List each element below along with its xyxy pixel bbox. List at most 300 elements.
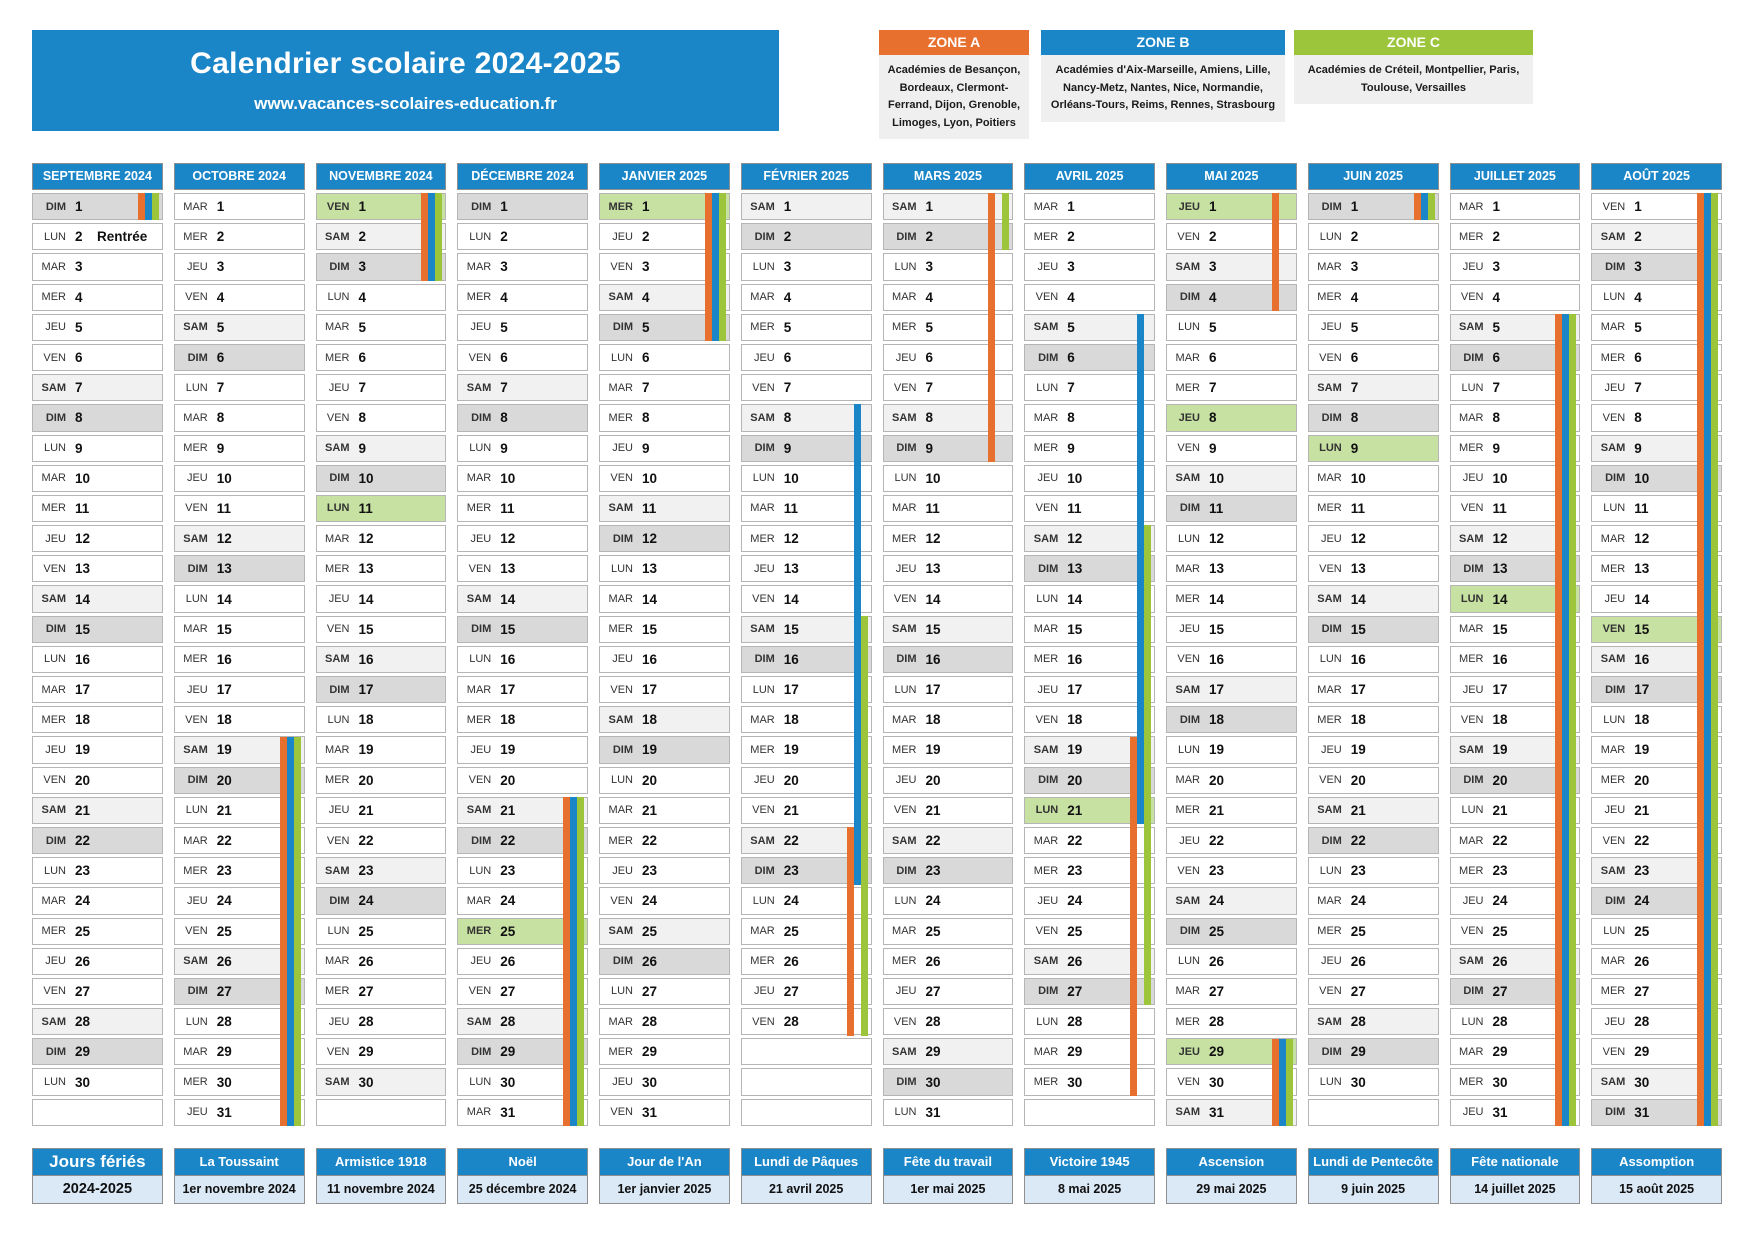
day-number: 25 [1209,923,1225,939]
day-cell [457,314,588,341]
day-cell [883,736,1014,763]
day-number: 1 [500,199,508,215]
holiday-date: 25 décembre 2024 [457,1176,588,1204]
day-number: 6 [358,350,367,366]
day-abbrev: MER [892,321,917,334]
day-number: 8 [1634,410,1642,426]
day-abbrev: JEU [753,985,775,998]
day-abbrev: MAR [750,925,775,938]
day-cell [599,918,730,945]
day-abbrev: DIM [1605,472,1626,485]
day-abbrev: JEU [1462,1106,1484,1119]
day-abbrev: DIM [45,411,66,424]
day-number: 13 [75,561,91,577]
month-header: SEPTEMBRE 2024 [32,163,163,190]
day-abbrev: DIM [612,743,633,756]
day-cell [32,978,163,1005]
day-number: 4 [500,289,508,305]
day-cell [32,736,163,763]
day-number: 16 [1067,651,1083,667]
day-number: 5 [783,319,792,335]
day-abbrev: VEN [1177,864,1200,877]
vacation-stripe-zone-b [1421,193,1428,220]
day-abbrev: MAR [1317,472,1342,485]
day-number: 30 [1350,1074,1366,1090]
holiday-date: 1er novembre 2024 [174,1176,305,1204]
day-abbrev: LUN [1461,381,1484,394]
day-cell [1308,314,1439,341]
day-abbrev: VEN [610,260,633,273]
vacation-stripe-zone-a [1130,737,1137,1096]
vacation-stripe-zone-c [435,193,442,281]
day-abbrev: SAM [892,200,917,213]
day-number: 21 [358,802,374,818]
vacation-stripe-zone-a [280,737,287,1127]
day-cell [32,827,163,854]
day-abbrev: DIM [1038,562,1059,575]
day-abbrev: SAM [1600,864,1626,877]
day-number: 30 [1209,1074,1225,1090]
holiday-cell [1450,1148,1581,1204]
day-number: 22 [1067,833,1083,849]
day-abbrev: LUN [752,683,775,696]
day-number: 11 [642,500,657,516]
day-abbrev: MAR [750,291,775,304]
day-cell [316,404,447,431]
day-cell [599,736,730,763]
day-cell [457,555,588,582]
day-abbrev: MAR [1175,985,1200,998]
vacation-stripe-zone-a [1414,193,1421,220]
day-number: 10 [75,470,91,486]
day-number: 22 [1492,833,1508,849]
day-cell [174,284,305,311]
day-abbrev: MER [183,442,208,455]
day-abbrev: VEN [893,381,917,394]
day-abbrev: VEN [1035,925,1059,938]
day-abbrev: JEU [328,1015,350,1028]
holiday-name: Armistice 1918 [316,1148,447,1176]
day-number: 7 [1350,380,1359,396]
day-abbrev: LUN [185,1015,208,1028]
day-number: 7 [783,380,792,396]
month-header: FÉVRIER 2025 [741,163,872,190]
day-number: 12 [642,531,658,547]
day-number: 21 [75,802,91,818]
day-abbrev: VEN [752,593,775,606]
day-number: 24 [216,893,232,909]
day-cell [741,616,872,643]
day-abbrev: SAM [1600,230,1626,243]
day-number: 29 [642,1044,658,1060]
day-abbrev: SAM [325,653,350,666]
day-cell [32,948,163,975]
day-number: 9 [1350,440,1359,456]
day-number: 30 [1634,1074,1650,1090]
day-number: 3 [500,259,508,275]
day-abbrev: DIM [1463,351,1484,364]
day-abbrev: MAR [183,200,208,213]
day-abbrev: LUN [1603,713,1626,726]
holiday-name: Fête nationale [1450,1148,1581,1176]
day-abbrev: VEN [326,1045,350,1058]
day-abbrev: DIM [329,472,350,485]
day-abbrev: JEU [1037,472,1059,485]
day-abbrev: VEN [1319,985,1342,998]
day-abbrev: MER [1459,230,1484,243]
day-abbrev: JEU [45,743,66,756]
day-cell [457,284,588,311]
day-abbrev: DIM [1179,925,1200,938]
day-number: 28 [500,1014,516,1030]
day-abbrev: MER [750,743,775,756]
day-abbrev: DIM [1321,623,1342,636]
day-abbrev: SAM [1317,381,1342,394]
day-cell [316,646,447,673]
day-number: 22 [783,833,799,849]
day-abbrev: MAR [466,1106,492,1119]
day-abbrev: LUN [1603,502,1626,515]
day-abbrev: SAM [183,955,208,968]
day-abbrev: MER [466,925,492,938]
day-number: 16 [75,651,91,667]
day-number: 12 [500,531,516,547]
day-number: 2 [925,229,934,245]
day-number: 27 [1067,983,1083,999]
day-abbrev: SAM [466,593,492,606]
day-abbrev: DIM [612,321,633,334]
day-number: 14 [75,591,91,607]
day-abbrev: VEN [185,291,208,304]
day-cell [599,706,730,733]
day-abbrev: JEU [1320,321,1342,334]
day-cell [741,314,872,341]
day-number: 1 [75,199,83,215]
day-cell [32,1038,163,1065]
day-cell [1024,465,1155,492]
day-cell [599,465,730,492]
day-number: 11 [925,500,940,516]
day-abbrev: MER [1175,381,1200,394]
day-abbrev: DIM [45,834,66,847]
day-abbrev: JEU [470,532,492,545]
day-cell [316,616,447,643]
day-abbrev: DIM [329,683,350,696]
day-cell [316,344,447,371]
day-cell [1308,223,1439,250]
day-cell [457,767,588,794]
day-abbrev: DIM [1605,683,1626,696]
day-abbrev: LUN [469,442,492,455]
day-number: 15 [925,621,941,637]
day-abbrev: MER [892,743,917,756]
day-number: 4 [642,289,650,305]
day-cell [32,918,163,945]
empty-cell [32,1099,163,1126]
day-abbrev: SAM [325,230,350,243]
day-cell [1024,193,1155,220]
day-number: 7 [216,380,225,396]
day-number: 11 [75,500,90,516]
day-abbrev: JEU [1178,1045,1200,1058]
day-number: 16 [1209,651,1225,667]
day-abbrev: VEN [326,834,350,847]
day-number: 19 [1634,742,1650,758]
day-number: 10 [216,470,232,486]
day-cell [1166,918,1297,945]
day-cell [1166,706,1297,733]
day-cell [32,676,163,703]
day-number: 29 [1492,1044,1508,1060]
day-number: 20 [1209,772,1225,788]
day-abbrev: JEU [186,472,208,485]
day-cell [174,646,305,673]
day-abbrev: JEU [612,230,633,243]
day-abbrev: DIM [471,834,492,847]
day-number: 14 [1209,591,1225,607]
day-cell [1308,948,1439,975]
day-abbrev: SAM [1033,743,1059,756]
day-cell [599,435,730,462]
day-cell [174,314,305,341]
day-abbrev: DIM [1321,200,1342,213]
day-abbrev: SAM [466,1015,492,1028]
holiday-date: 1er janvier 2025 [599,1176,730,1204]
day-number: 21 [1350,802,1366,818]
day-number: 16 [1492,651,1508,667]
day-abbrev: DIM [896,1076,917,1089]
day-number: 29 [1209,1044,1225,1060]
day-number: 11 [216,500,232,516]
day-cell [1166,767,1297,794]
day-abbrev: LUN [1177,955,1200,968]
day-cell [316,525,447,552]
day-abbrev: MAR [466,260,492,273]
day-abbrev: LUN [894,1106,917,1119]
day-number: 14 [1067,591,1083,607]
day-abbrev: MAR [1033,1045,1059,1058]
day-number: 15 [1634,621,1650,637]
day-abbrev: MAR [1600,321,1626,334]
day-abbrev: LUN [1177,532,1200,545]
day-number: 9 [783,440,792,456]
day-number: 8 [642,410,650,426]
day-cell [174,616,305,643]
day-cell [1308,1068,1439,1095]
day-cell [316,767,447,794]
day-abbrev: LUN [894,894,917,907]
day-number: 20 [1492,772,1508,788]
day-number: 27 [1492,983,1508,999]
day-abbrev: LUN [1461,804,1484,817]
day-abbrev: VEN [893,1015,917,1028]
day-number: 7 [500,380,508,396]
day-number: 1 [783,199,792,215]
day-cell [32,616,163,643]
day-number: 22 [358,833,374,849]
day-number: 3 [1067,259,1075,275]
zone-c-header: ZONE C [1294,30,1533,55]
day-number: 14 [642,591,658,607]
day-number: 8 [925,410,934,426]
month-header: MAI 2025 [1166,163,1297,190]
day-number: 25 [216,923,232,939]
day-number: 4 [925,289,934,305]
day-cell [599,887,730,914]
day-abbrev: JEU [1179,623,1200,636]
day-number: 18 [358,712,374,728]
day-number: 23 [1634,863,1650,879]
day-abbrev: LUN [1036,381,1059,394]
day-abbrev: VEN [326,411,350,424]
day-number: 28 [925,1014,941,1030]
day-number: 16 [642,651,658,667]
day-cell [599,585,730,612]
day-abbrev: LUN [752,260,775,273]
day-number: 20 [783,772,799,788]
day-abbrev: SAM [41,593,66,606]
day-abbrev: DIM [896,653,917,666]
day-cell [32,646,163,673]
day-abbrev: MER [750,532,775,545]
day-abbrev: SAM [1317,804,1342,817]
day-number: 7 [1067,380,1075,396]
day-cell [1308,887,1439,914]
day-abbrev: LUN [469,653,492,666]
month-column [32,163,163,1129]
day-abbrev: SAM [1033,321,1059,334]
day-number: 11 [500,500,515,516]
day-abbrev: VEN [326,200,350,213]
day-number: 23 [216,863,232,879]
day-abbrev: MAR [1600,955,1626,968]
holiday-date: 21 avril 2025 [741,1176,872,1204]
day-abbrev: MER [1459,653,1484,666]
day-abbrev: VEN [1460,925,1484,938]
day-number: 1 [216,199,225,215]
day-number: 25 [358,923,374,939]
vacation-stripe-zone-c [861,616,868,1036]
day-abbrev: MAR [41,683,66,696]
day-number: 26 [1067,953,1083,969]
day-number: 29 [925,1044,941,1060]
day-cell [1308,555,1439,582]
day-number: 5 [642,319,650,335]
day-abbrev: LUN [1036,593,1059,606]
day-cell [32,223,163,250]
day-abbrev: JEU [612,1076,633,1089]
day-number: 13 [1634,561,1650,577]
day-number: 17 [1350,682,1366,698]
day-abbrev: MAR [1317,260,1342,273]
day-abbrev: VEN [1035,502,1059,515]
rentree-note: Rentrée [97,229,148,245]
holiday-date: 9 juin 2025 [1308,1176,1439,1204]
day-abbrev: DIM [471,411,492,424]
day-abbrev: JEU [753,562,775,575]
day-cell [1024,555,1155,582]
site-url[interactable]: www.vacances-scolaires-education.fr [254,94,557,113]
day-number: 14 [783,591,799,607]
day-abbrev: VEN [1177,230,1200,243]
day-number: 25 [1067,923,1083,939]
vacation-stripe-zone-b [854,404,861,884]
day-cell [457,404,588,431]
day-cell [883,948,1014,975]
day-abbrev: MER [325,562,350,575]
day-abbrev: MER [1317,925,1342,938]
day-number: 24 [783,893,799,909]
day-cell [741,223,872,250]
day-abbrev: VEN [1177,1076,1200,1089]
day-cell [1308,465,1439,492]
day-cell [316,374,447,401]
day-number: 10 [1634,470,1650,486]
day-cell [457,223,588,250]
day-cell [1166,495,1297,522]
day-abbrev: LUN [610,351,633,364]
month-header: AOÛT 2025 [1591,163,1722,190]
day-number: 26 [358,953,374,969]
day-number: 18 [1492,712,1508,728]
day-cell [599,344,730,371]
day-cell [174,193,305,220]
day-abbrev: VEN [1602,1045,1626,1058]
day-number: 24 [1067,893,1083,909]
day-abbrev: SAM [466,381,492,394]
day-cell [1308,616,1439,643]
day-abbrev: JEU [612,864,633,877]
day-number: 9 [642,440,650,456]
day-cell [1024,495,1155,522]
day-cell [883,887,1014,914]
day-cell [741,404,872,431]
day-cell [174,706,305,733]
vacation-stripe-zone-c [577,797,584,1126]
day-abbrev: MAR [1459,834,1484,847]
day-cell [1308,525,1439,552]
day-cell [1024,435,1155,462]
day-cell [741,706,872,733]
day-number: 1 [1350,199,1359,215]
day-abbrev: DIM [329,260,350,273]
day-number: 9 [1209,440,1217,456]
day-number: 4 [1350,289,1359,305]
day-abbrev: JEU [612,442,633,455]
holiday-name: Fête du travail [883,1148,1014,1176]
day-number: 8 [783,410,792,426]
vacation-stripe-zone-a [1697,193,1704,1126]
day-number: 20 [500,772,516,788]
day-abbrev: DIM [754,230,775,243]
day-abbrev: MAR [608,381,633,394]
day-abbrev: MER [41,291,66,304]
day-cell [1024,525,1155,552]
day-abbrev: DIM [187,774,208,787]
day-number: 29 [75,1044,91,1060]
day-number: 16 [925,651,941,667]
day-abbrev: SAM [1317,1015,1342,1028]
holiday-cell [741,1148,872,1204]
day-abbrev: DIM [1605,260,1626,273]
holidays-legend-cell [32,1148,163,1204]
day-abbrev: SAM [1175,260,1200,273]
holiday-cell [883,1148,1014,1204]
day-number: 15 [642,621,658,637]
day-cell [741,374,872,401]
vacation-stripe-zone-a [1555,314,1562,1126]
day-abbrev: MAR [1033,200,1059,213]
